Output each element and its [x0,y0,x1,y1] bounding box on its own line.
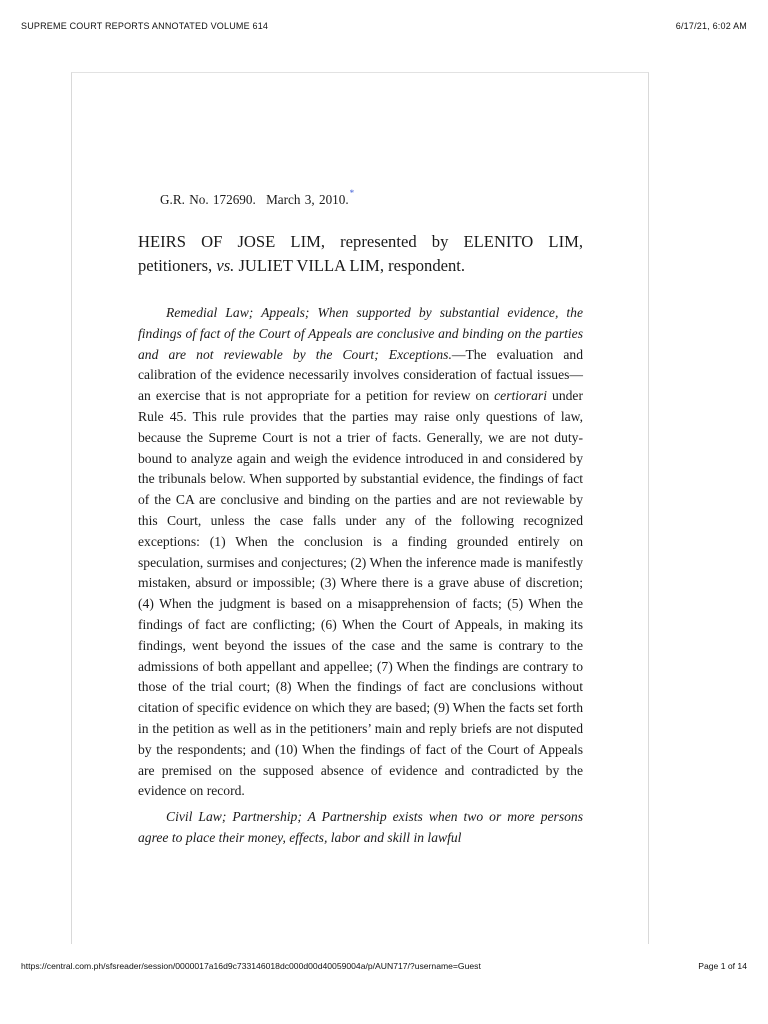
syllabus-paragraph-2 [138,807,583,849]
syllabus-2-heading: Civil Law; Partnership; A Partnership exists when two or more persons agree to place their money, effects, labor and skill in lawful [138,809,583,845]
print-footer [21,961,747,975]
syllabus-1-certiorari: certiorari [494,388,548,404]
case-parties [138,230,583,278]
syllabus-1-text-a: —The evaluation and calibration of the evidence necessarily involves consideration of factual issues—an exercise that is not appropriate for a petition for review on [138,346,583,404]
document-page [71,72,649,944]
parties-respondent: JULIET VILLA LIM, respondent. [234,256,466,275]
syllabus-1-heading: Remedial Law; Appeals; When supported by substantial evidence, the findings of fact of the Court of Appeals are conclusive and binding on the parties and are not reviewable by the Court; Exceptions. [138,305,583,362]
print-header [21,21,747,35]
syllabus [138,303,583,849]
print-datetime: 6/17/21, 6:02 AM [675,21,747,31]
case-number-line [160,185,583,208]
parties-versus: vs. [216,256,235,275]
page-url: https://central.com.ph/sfsreader/session/0000017a16d9c733146018dc000d00d40059004a/p/AUN717/?username=Guest [21,961,481,971]
syllabus-paragraph-1 [138,303,583,802]
document-body [138,185,583,849]
case-number: G.R. No. 172690. [160,192,256,207]
case-date: March 3, 2010. [266,192,349,207]
parties-petitioners: HEIRS OF JOSE LIM, represented by ELENITO LIM, petitioners, [138,232,583,275]
syllabus-1-text-b: under Rule 45. This rule provides that the parties may raise only questions of law, because the Supreme Court is not a trier of facts. Generally, we are not duty-bound to analyze again and weigh the evidence introduced in and considered by the tribunals below. When supported by substantial evidence, the findings of fact of the CA are conclusive and binding on the parties and are not reviewable by this Court, unless the case falls under any of the following recognized exceptions: (1) When the conclusion is a finding grounded entirely on speculation, surmises and conjectures; (2) When the inference made is manifestly mistaken, absurd or impossible; (3) Where there is a grave abuse of discretion; (4) When the judgment is based on a misapprehension of facts; (5) When the findings of fact are conflicting; (6) When the Court of Appeals, in making its findings, went beyond the issues of the case and the same is contrary to the admissions of both appellant and appellee; (7) When the findings are contrary to those of the trial court; (8) When the findings of fact are conclusions without citation of specific evidence on which they are based; (9) When the facts set forth in the petition as well as in the petitioners’ main and reply briefs are not disputed by the respondents; and (10) When the findings of fact of the Court of Appeals are premised on the supposed absence of evidence and contradicted by the evidence on record. [138,388,583,799]
page-number: Page 1 of 14 [698,961,747,971]
footnote-link[interactable]: * [349,188,355,198]
print-title: SUPREME COURT REPORTS ANNOTATED VOLUME 614 [21,21,269,31]
